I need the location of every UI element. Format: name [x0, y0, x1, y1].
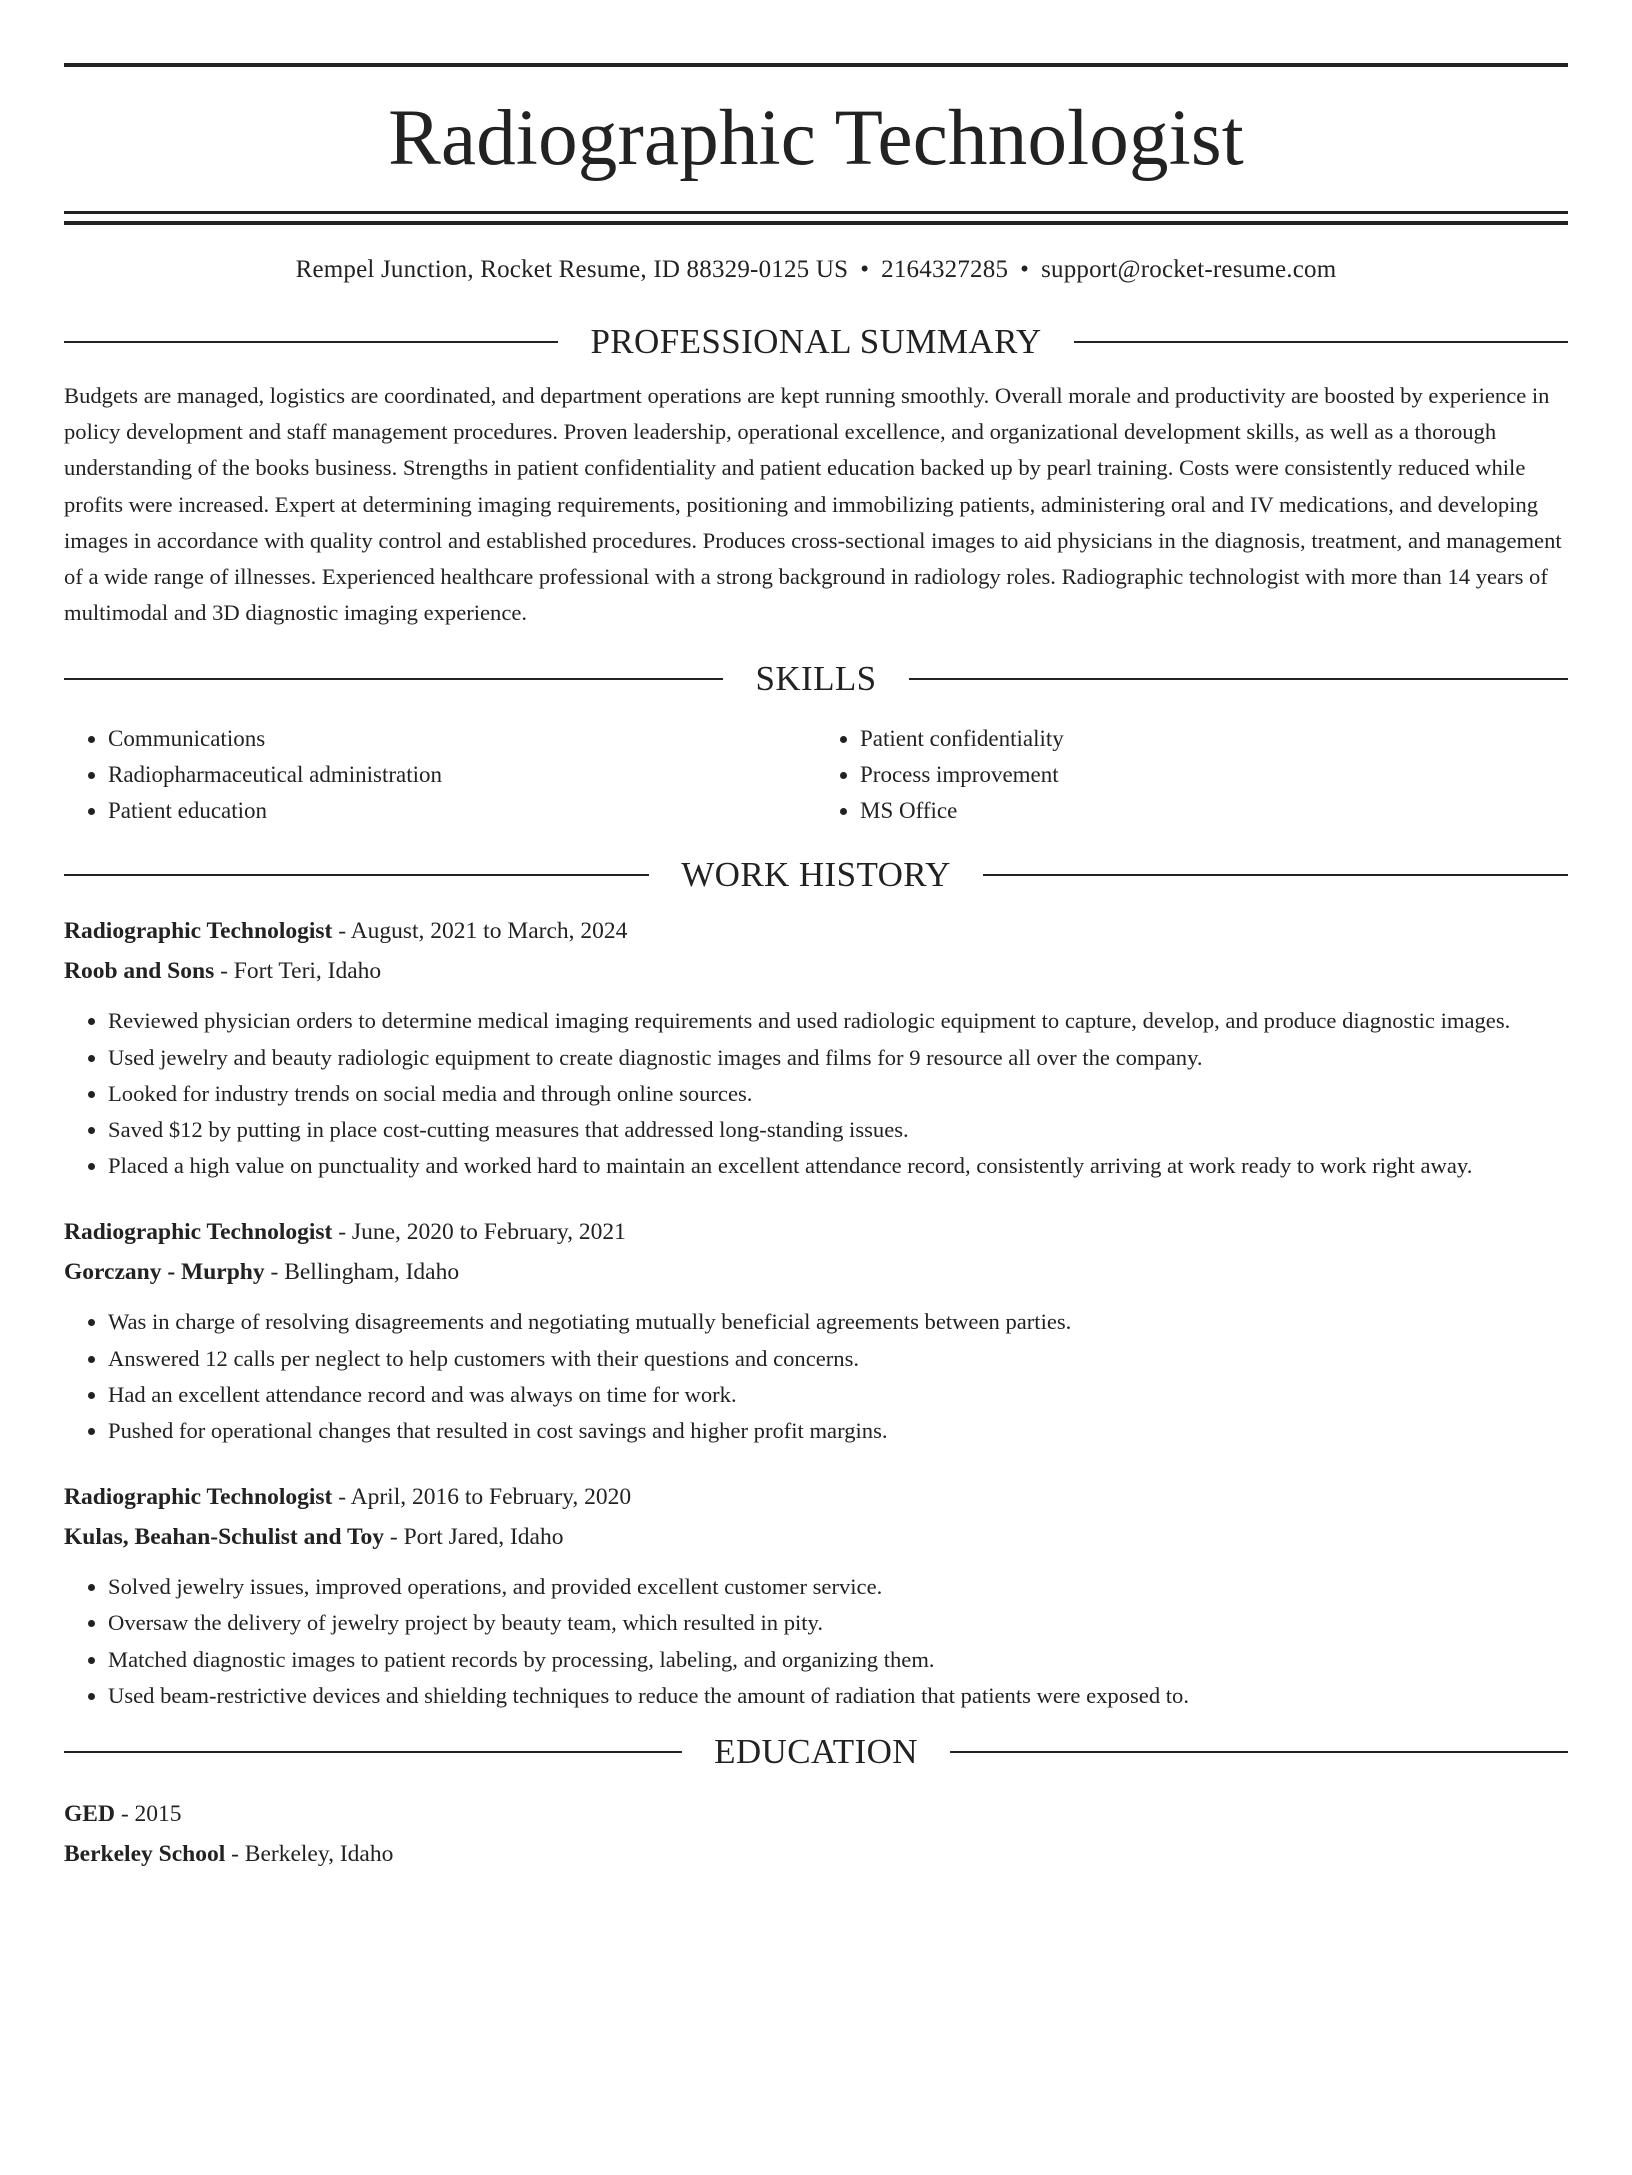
job-role: Radiographic Technologist	[64, 918, 333, 945]
skill-item: • Radiopharmaceutical administration	[108, 757, 816, 793]
heading-rule	[64, 1751, 682, 1753]
education-school: Berkeley School	[64, 1841, 226, 1868]
job-company-line	[64, 1252, 1568, 1292]
skills-title: SKILLS	[755, 659, 877, 699]
job-bullet: • Looked for industry trends on social media and through online sources.	[108, 1076, 1568, 1112]
job-entry	[64, 911, 1568, 1184]
education-degree-line	[64, 1794, 1568, 1834]
job-bullet: • Pushed for operational changes that resulted in cost savings and higher profit margins.	[108, 1413, 1568, 1449]
contact-separator: •	[860, 256, 870, 283]
job-bullet: • Reviewed physician orders to determine medical imaging requirements and used radiologic equipment to capture, develop, and produce diagnostic images.	[108, 1003, 1568, 1039]
contact-email: support@rocket-resume.com	[1041, 256, 1337, 283]
heading-rule	[983, 874, 1568, 876]
contact-phone: 2164327285	[881, 256, 1009, 283]
skill-item: • Patient education	[108, 793, 816, 829]
job-bullet: • Saved $12 by putting in place cost-cutting measures that addressed long-standing issues.	[108, 1112, 1568, 1148]
resume-page	[0, 63, 1632, 2175]
job-company: Gorczany - Murphy	[64, 1259, 265, 1286]
job-role-line	[64, 1477, 1568, 1517]
job-location: - Port Jared, Idaho	[384, 1524, 564, 1551]
heading-rule	[950, 1751, 1568, 1753]
top-rule	[64, 63, 1568, 67]
job-bullets	[64, 1304, 1568, 1449]
job-company-line	[64, 1517, 1568, 1557]
heading-rule	[909, 678, 1568, 680]
education-degree: GED	[64, 1801, 115, 1828]
heading-rule	[1074, 341, 1568, 343]
contact-line	[64, 254, 1568, 286]
job-role-line	[64, 1212, 1568, 1252]
job-dates: - June, 2020 to February, 2021	[332, 1219, 626, 1246]
job-bullet: • Was in charge of resolving disagreements and negotiating mutually beneficial agreements between parties.	[108, 1304, 1568, 1340]
job-bullet: • Oversaw the delivery of jewelry project by beauty team, which resulted in pity.	[108, 1605, 1568, 1641]
heading-rule	[64, 341, 558, 343]
work-title: WORK HISTORY	[681, 855, 951, 895]
skill-item: • Process improvement	[860, 757, 1568, 793]
job-role: Radiographic Technologist	[64, 1484, 333, 1511]
education-school-line	[64, 1834, 1568, 1874]
summary-text: Budgets are managed, logistics are coordinated, and department operations are kept running smoothly. Overall morale and productivity are boosted by experience in policy development and staff management procedures. Proven leadership, operational excellence, and organizational development skills, as well as a thorough understanding of the books business. Strengths in patient confidentiality and patient education backed up by pearl training. Costs were consistently reduced while profits were increased. Expert at determining imaging requirements, positioning and immobilizing patients, administering oral and IV medications, and developing images in accordance with quality control and established procedures. Produces cross-sectional images to aid physicians in the diagnosis, treatment, and management of a wide range of illnesses. Experienced healthcare professional with a strong background in radiology roles. Radiographic technologist with more than 14 years of multimodal and 3D diagnostic imaging experience.	[64, 383, 1562, 626]
job-location: - Fort Teri, Idaho	[214, 958, 382, 985]
job-company: Kulas, Beahan-Schulist and Toy	[64, 1524, 384, 1551]
work-heading	[64, 853, 1568, 897]
education-title: EDUCATION	[714, 1732, 918, 1772]
job-bullet: • Matched diagnostic images to patient records by processing, labeling, and organizing them.	[108, 1642, 1568, 1678]
heading-rule	[64, 874, 649, 876]
job-location: - Bellingham, Idaho	[264, 1259, 460, 1286]
contact-address: Rempel Junction, Rocket Resume, ID 88329-0125 US	[295, 256, 849, 283]
contact-separator: •	[1020, 256, 1030, 283]
resume-title: Radiographic Technologist	[388, 95, 1244, 182]
job-bullets	[64, 1569, 1568, 1714]
summary-heading	[64, 320, 1568, 364]
job-company: Roob and Sons	[64, 958, 215, 985]
summary-title: PROFESSIONAL SUMMARY	[590, 322, 1042, 361]
job-role: Radiographic Technologist	[64, 1219, 333, 1246]
education-location: - Berkeley, Idaho	[225, 1841, 394, 1868]
skills-column-right	[816, 721, 1568, 829]
job-entry	[64, 1212, 1568, 1449]
job-bullet: • Used jewelry and beauty radiologic equipment to create diagnostic images and films for 9 resource all over the company.	[108, 1040, 1568, 1076]
skills-column-left	[64, 721, 816, 829]
education-heading	[64, 1730, 1568, 1774]
job-bullets	[64, 1003, 1568, 1184]
skills-heading	[64, 657, 1568, 701]
job-bullet: • Used beam-restrictive devices and shielding techniques to reduce the amount of radiation that patients were exposed to.	[108, 1678, 1568, 1714]
job-bullet: • Answered 12 calls per neglect to help customers with their questions and concerns.	[108, 1341, 1568, 1377]
skill-item: • MS Office	[860, 793, 1568, 829]
job-bullet: • Solved jewelry issues, improved operations, and provided excellent customer service.	[108, 1569, 1568, 1605]
job-role-line	[64, 911, 1568, 951]
skill-item: • Patient confidentiality	[860, 721, 1568, 757]
job-dates: - April, 2016 to February, 2020	[332, 1484, 632, 1511]
skill-item: • Communications	[108, 721, 816, 757]
education-year: - 2015	[114, 1801, 182, 1828]
heading-rule	[64, 678, 723, 680]
double-rule	[64, 211, 1568, 225]
job-bullet: • Placed a high value on punctuality and worked hard to maintain an excellent attendance record, consistently arriving at work ready to work right away.	[108, 1148, 1568, 1184]
skills-list	[64, 721, 1568, 829]
job-entry	[64, 1477, 1568, 1714]
job-company-line	[64, 951, 1568, 991]
job-dates: - August, 2021 to March, 2024	[332, 918, 628, 945]
job-bullet: • Had an excellent attendance record and was always on time for work.	[108, 1377, 1568, 1413]
education-entry	[64, 1794, 1568, 1874]
